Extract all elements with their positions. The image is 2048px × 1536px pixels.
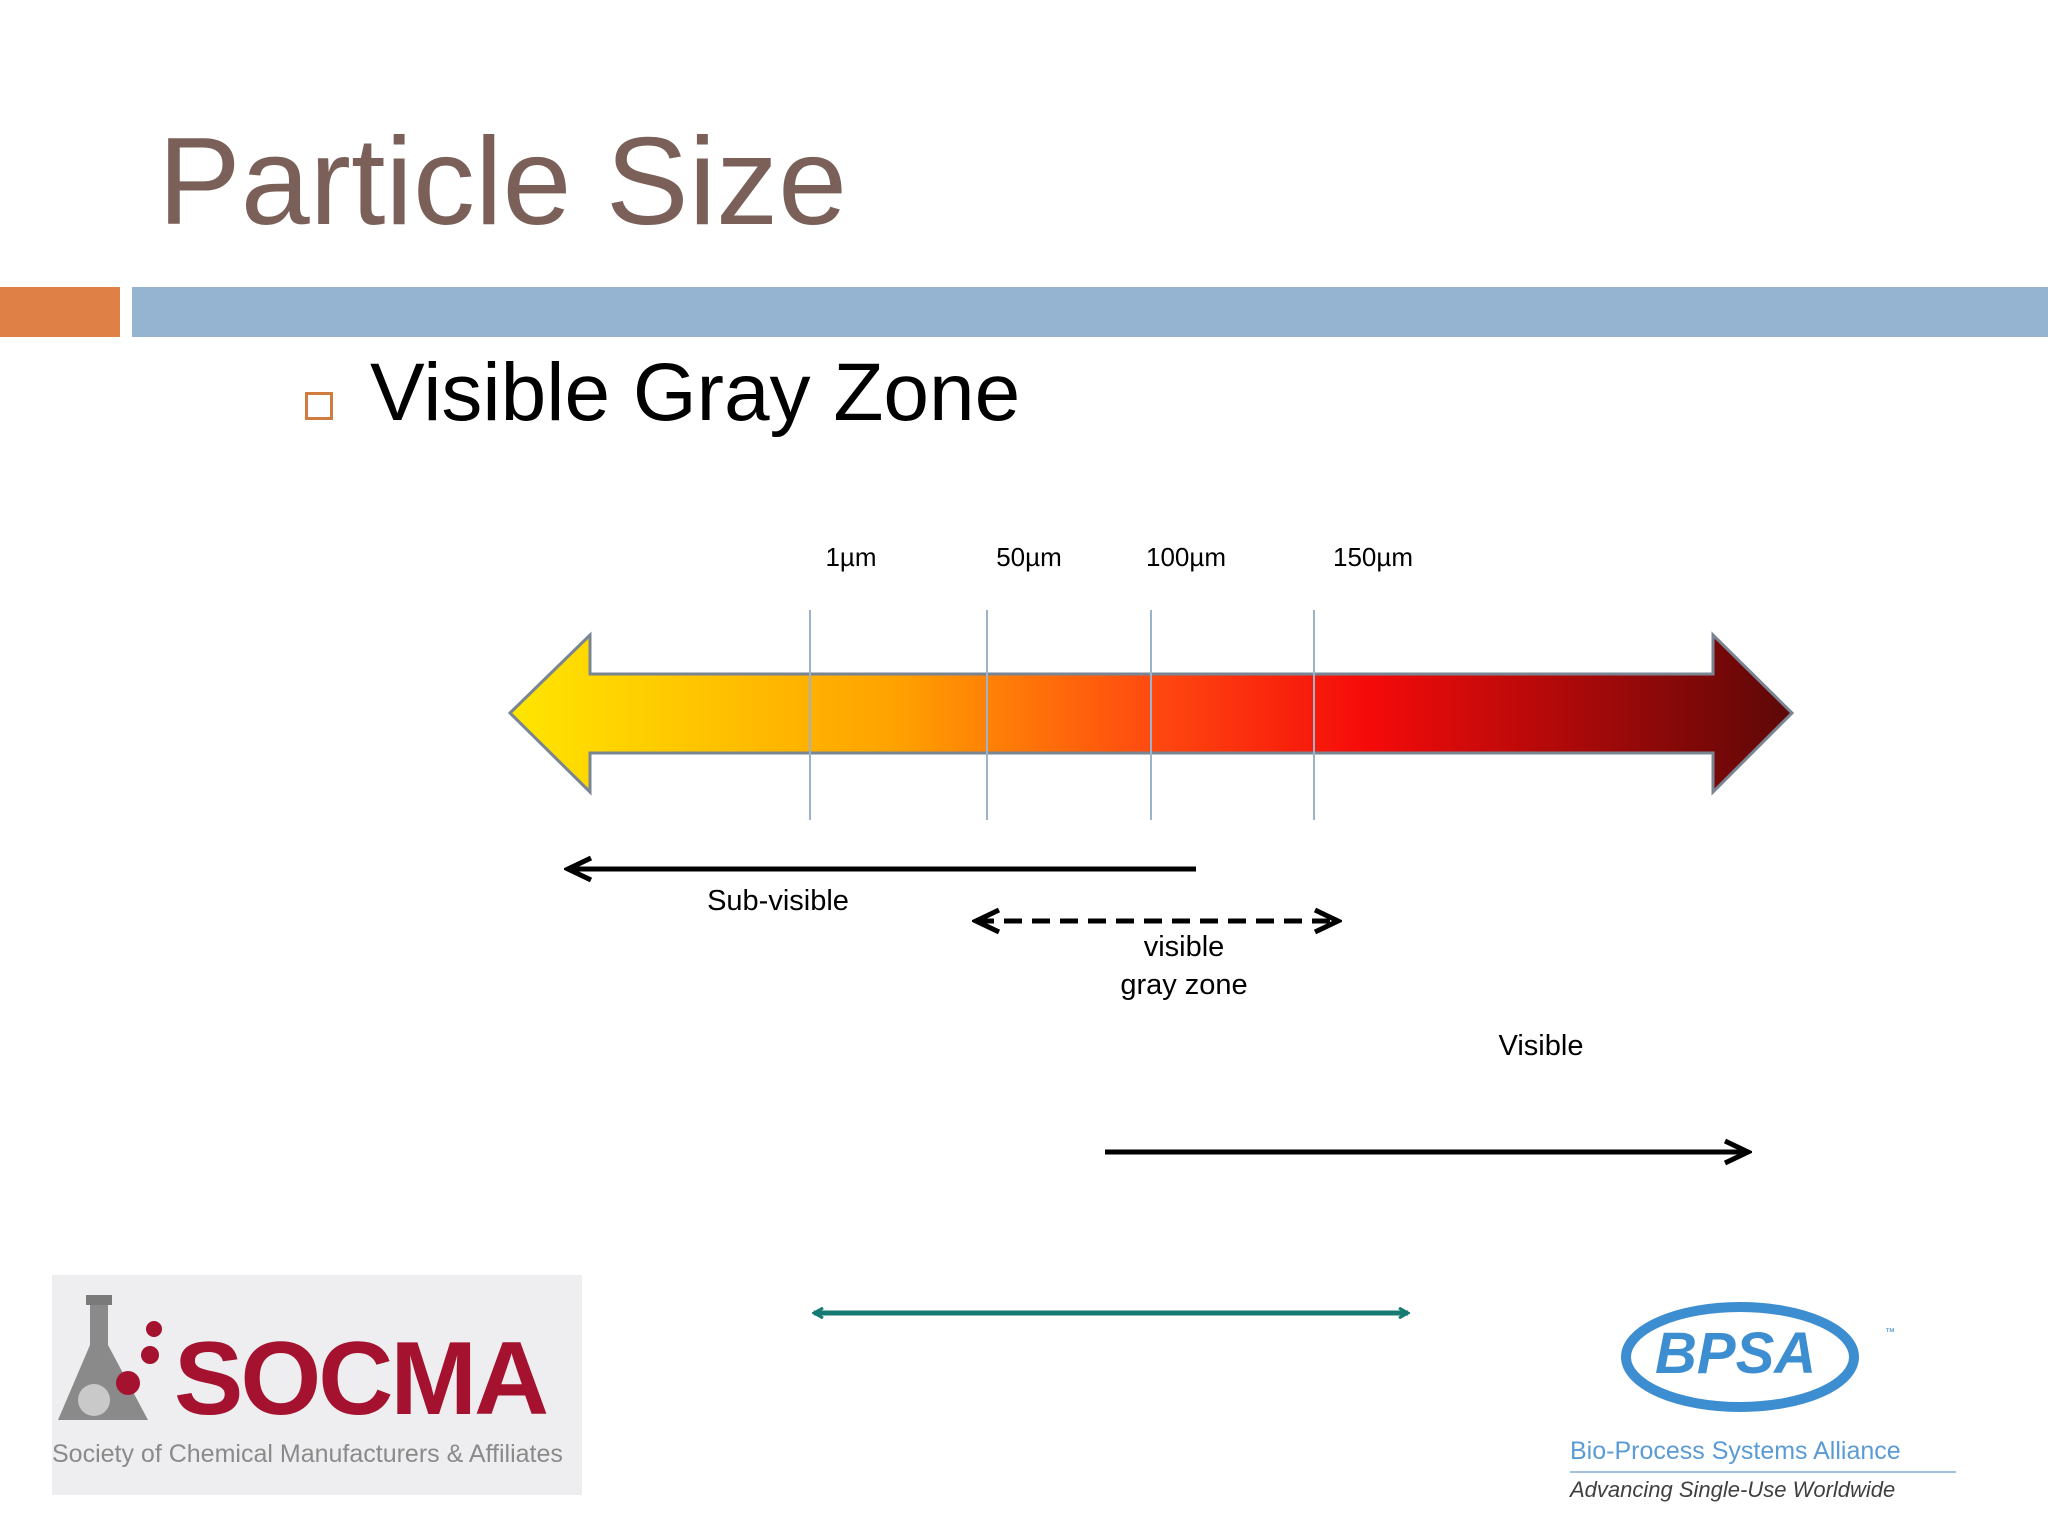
socma-subtitle: Society of Chemical Manufacturers & Affiliates (52, 1440, 563, 1468)
visible-label: Visible (1498, 1030, 1584, 1062)
bpsa-tagline: Advancing Single-Use Worldwide (1570, 1477, 1896, 1502)
bpsa-logo (1560, 1285, 1980, 1525)
gray-zone-label-line2: gray zone (1120, 969, 1248, 1001)
socma-wordmark: SOCMA (174, 1321, 547, 1437)
scale-label-100um: 100µm (1145, 542, 1227, 572)
bpsa-divider (1570, 1471, 1956, 1473)
bpsa-wordmark: BPSA (1655, 1321, 1817, 1386)
gray-zone-label-line1: visible (1143, 931, 1225, 963)
bullet-text: Visible Gray Zone (370, 347, 1021, 438)
bpsa-trademark: ™ (1885, 1327, 1895, 1338)
socma-logo (52, 1275, 582, 1495)
flask-icon (58, 1295, 178, 1435)
scale-label-1um: 1µm (825, 542, 877, 572)
scale-label-50um: 50µm (996, 542, 1062, 572)
bpsa-full-name: Bio-Process Systems Alliance (1570, 1437, 1901, 1465)
scale-label-150um: 150µm (1332, 542, 1414, 572)
slide-title: Particle Size (158, 113, 848, 251)
sub-visible-label: Sub-visible (707, 885, 849, 917)
